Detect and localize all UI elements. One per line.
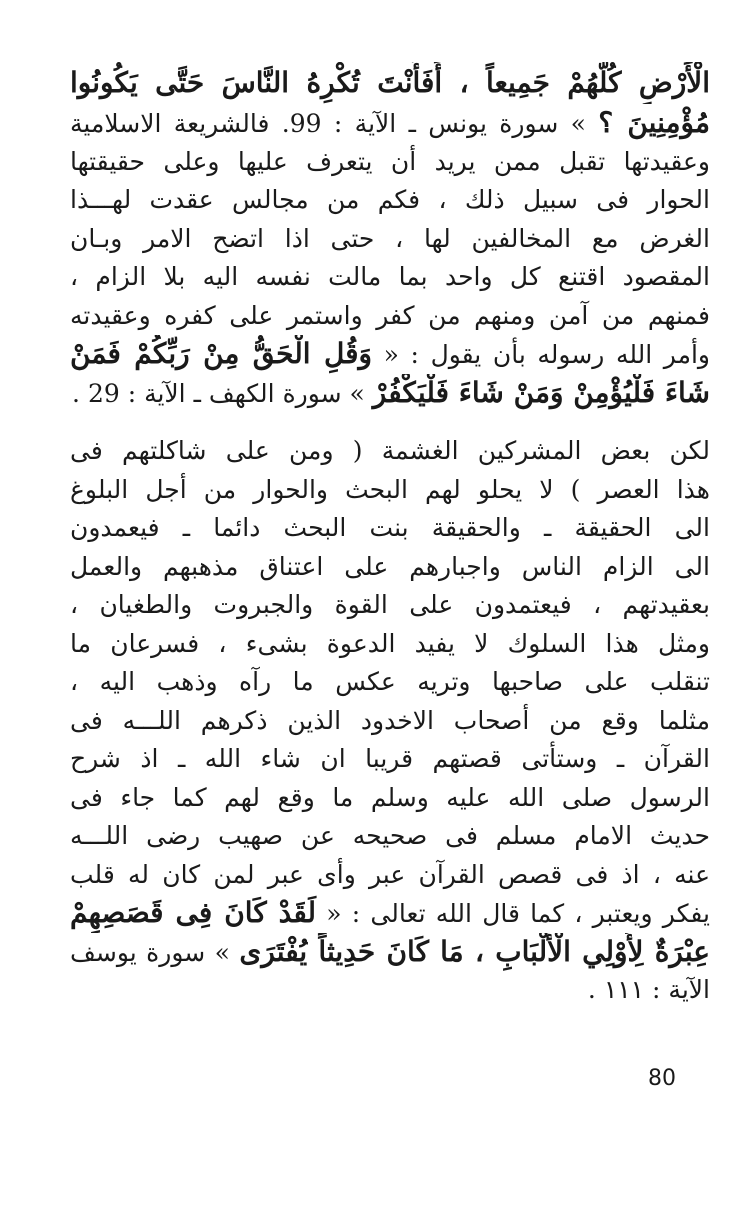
body-text: الرسول صلى الله عليه وسلم ما وقع لهم كما جاء فى	[70, 782, 710, 812]
text-line	[70, 625, 710, 664]
body-text: وعقيدتها تقبل ممن يريد أن يتعرف عليها وعلى حقيقتها	[70, 146, 710, 176]
text-line	[70, 933, 710, 972]
text-line	[70, 779, 710, 818]
body-text: القرآن ـ وستأتى قصتهم قريبا ان شاء الله ـ اذ شرح	[70, 744, 710, 773]
body-text: يفكر ويعتبر ، كما قال الله تعالى : «	[316, 899, 710, 928]
body-text: هذا العصر ) لا يحلو لهم البحث والحوار من أجل البلوغ	[70, 474, 710, 504]
quran-verse: الْأَرْضِ كُلُّهُمْ جَمِيعاً ، أَفَأَنْتَ تُكْرِهُ النَّاسَ حَتَّى يَكُونُوا	[70, 66, 710, 99]
body-text: عنه ، اذ فى قصص القرآن عبر وأى عبر لمن كان له قلب	[70, 859, 710, 889]
body-text: المقصود اقتنع كل واحد بما مالت نفسه اليه بلا الزام ،	[70, 262, 710, 291]
text-line	[70, 258, 710, 297]
text-line	[70, 663, 710, 702]
body-text: الآية : ١١١ .	[587, 975, 710, 1004]
text-line	[70, 740, 710, 779]
text-line	[70, 62, 710, 104]
text-line	[70, 856, 710, 895]
body-text: الحوار فى سبيل ذلك ، فكم من مجالس عقدت لهـــذا	[70, 185, 710, 214]
text-line	[70, 586, 710, 625]
text-line	[70, 894, 710, 933]
body-text: الغرض مع المخالفين لها ، حتى اذا اتضح الامر وبـان	[70, 223, 710, 253]
quran-verse: عِبْرَةٌ لِأُوْلِي الْأَلْبَابِ ، مَا كَانَ حَدِيثاً يُفْتَرَى	[239, 934, 710, 968]
text-line	[70, 220, 710, 259]
text-line	[70, 374, 710, 413]
text-line	[70, 432, 710, 471]
text-line	[70, 471, 710, 510]
paragraph-2	[70, 432, 710, 1010]
quran-verse: شَاءَ فَلْيُؤْمِنْ وَمَنْ شَاءَ فَلْيَكْفُرْ	[372, 375, 710, 409]
text-line	[70, 817, 710, 856]
body-text: ومثل هذا السلوك لا يفيد الدعوة بشىء ، فسرعان ما	[70, 628, 710, 658]
body-text: تنقلب على صاحبها وتريه عكس ما رآه وذهب اليه ،	[70, 667, 710, 696]
page-number: 80	[648, 1066, 676, 1091]
text-line	[70, 509, 710, 548]
body-text: الى الحقيقة ـ والحقيقة بنت البحث دائما ـ فيعمدون	[70, 513, 710, 542]
body-text: » سورة يونس ـ الآية : 99. فالشريعة الاسلامية	[70, 109, 599, 138]
text-line	[70, 143, 710, 182]
text-line	[70, 971, 710, 1010]
text-line	[70, 335, 710, 374]
quran-verse: وَقُلِ الْحَقُّ مِنْ رَبِّكُمْ فَمَنْ	[70, 337, 373, 370]
paragraph-1	[70, 62, 710, 412]
text-line	[70, 104, 710, 143]
body-text: » سورة الكهف ـ الآية : 29 .	[72, 378, 373, 408]
text-line	[70, 181, 710, 220]
text-line	[70, 297, 710, 336]
body-text: الى الزام الناس واجبارهم على اعتناق مذهبهم والعمل	[70, 551, 710, 581]
body-text: فمنهم من آمن ومنهم من كفر واستمر على كفره وعقيدته	[70, 300, 710, 330]
body-text: لكن بعض المشركين الغشمة ( ومن على شاكلتهم فى	[70, 436, 710, 465]
quran-verse: مُؤْمِنِينَ ؟	[598, 106, 710, 139]
body-text: » سورة يوسف	[70, 937, 240, 967]
page-body	[70, 62, 710, 1010]
body-text: حديث الامام مسلم فى صحيحه عن صهيب رضى اللـــه	[70, 821, 710, 850]
paragraph-gap	[70, 412, 710, 432]
quran-verse: لَقَدْ كَانَ فِى قَصَصِهِمْ	[70, 896, 317, 929]
body-text: بعقيدتهم ، فيعتمدون على القوة والجبروت والطغيان ،	[70, 590, 710, 619]
body-text: مثلما وقع من أصحاب الاخدود الذين ذكرهم اللـــه فى	[70, 705, 710, 735]
body-text: وأمر الله رسوله بأن يقول : «	[372, 340, 710, 369]
text-line	[70, 702, 710, 741]
text-line	[70, 548, 710, 587]
